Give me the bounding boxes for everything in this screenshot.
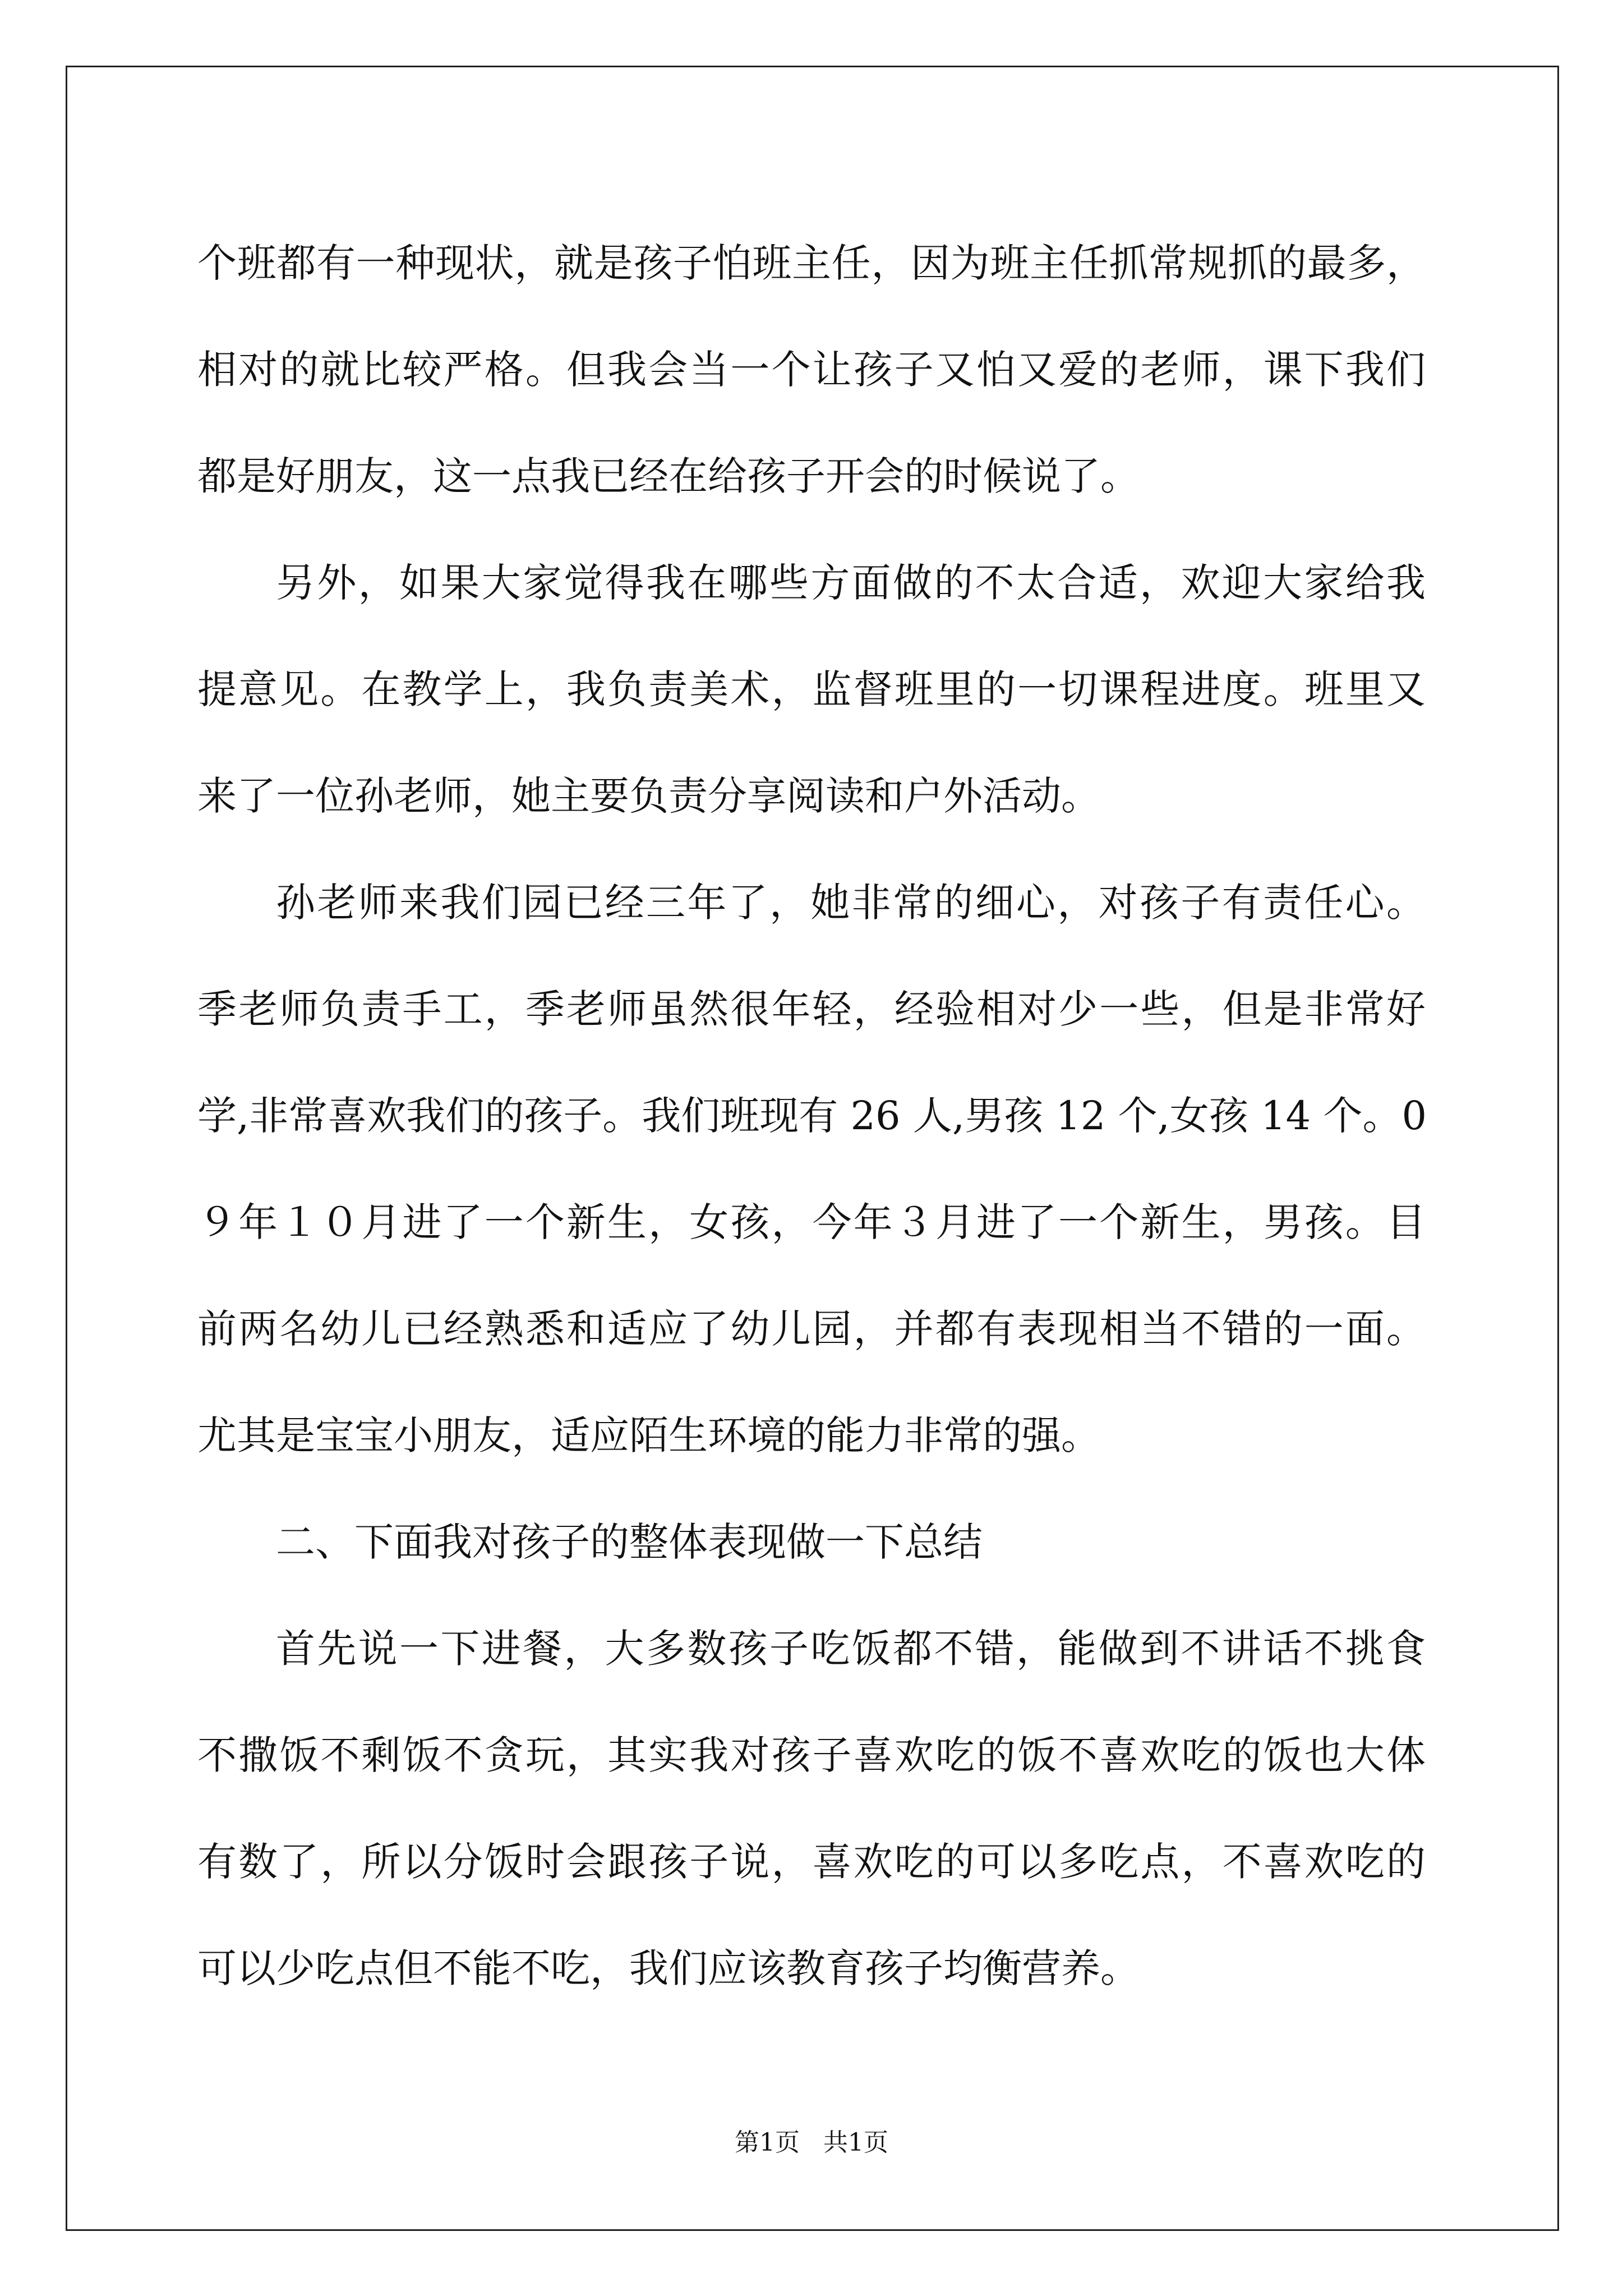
text-line: 都是好朋友，这一点我已经在给孩子开会的时候说了。: [197, 453, 1140, 499]
text-line: 个班都有一种现状，就是孩子怕班主任，因为班主任抓常规抓的最多，: [197, 240, 1426, 286]
text-line: 前两名幼儿已经熟悉和适应了幼儿园，并都有表现相当不错的一面。: [197, 1306, 1426, 1352]
section-heading: 二、下面我对孩子的整体表现做一下总结: [276, 1519, 983, 1565]
text-line: 季老师负责手工，季老师虽然很年轻，经验相对少一些，但是非常好: [197, 986, 1426, 1032]
document-body: [197, 210, 1426, 2022]
text-line: 有数了，所以分饭时会跟孩子说，喜欢吃的可以多吃点，不喜欢吃的: [197, 1839, 1426, 1885]
text-line: 来了一位孙老师，她主要负责分享阅读和户外活动。: [197, 773, 1100, 819]
text-line: 提意见。在教学上，我负责美术，监督班里的一切课程进度。班里又: [197, 666, 1426, 712]
text-line: 可以少吃点但不能不吃，我们应该教育孩子均衡营养。: [197, 1945, 1140, 1991]
text-line: 学,非常喜欢我们的孩子。我们班现有 26 人,男孩 12 个,女孩 14 个。0: [197, 1093, 1427, 1139]
text-line: 孙老师来我们园已经三年了，她非常的细心，对孩子有责任心。: [276, 880, 1426, 926]
text-line: ９年１０月进了一个新生，女孩，今年３月进了一个新生，男孩。目: [197, 1199, 1426, 1245]
text-line: 不撒饭不剩饭不贪玩，其实我对孩子喜欢吃的饭不喜欢吃的饭也大体: [197, 1732, 1426, 1778]
text-line: 相对的就比较严格。但我会当一个让孩子又怕又爱的老师，课下我们: [197, 347, 1426, 393]
text-line: 尤其是宝宝小朋友，适应陌生环境的能力非常的强。: [197, 1412, 1100, 1458]
page-number-footer: 第1页 共1页: [735, 2128, 888, 2157]
text-line: 首先说一下进餐，大多数孩子吃饭都不错，能做到不讲话不挑食: [276, 1626, 1426, 1672]
text-line: 另外，如果大家觉得我在哪些方面做的不太合适，欢迎大家给我: [276, 560, 1426, 606]
